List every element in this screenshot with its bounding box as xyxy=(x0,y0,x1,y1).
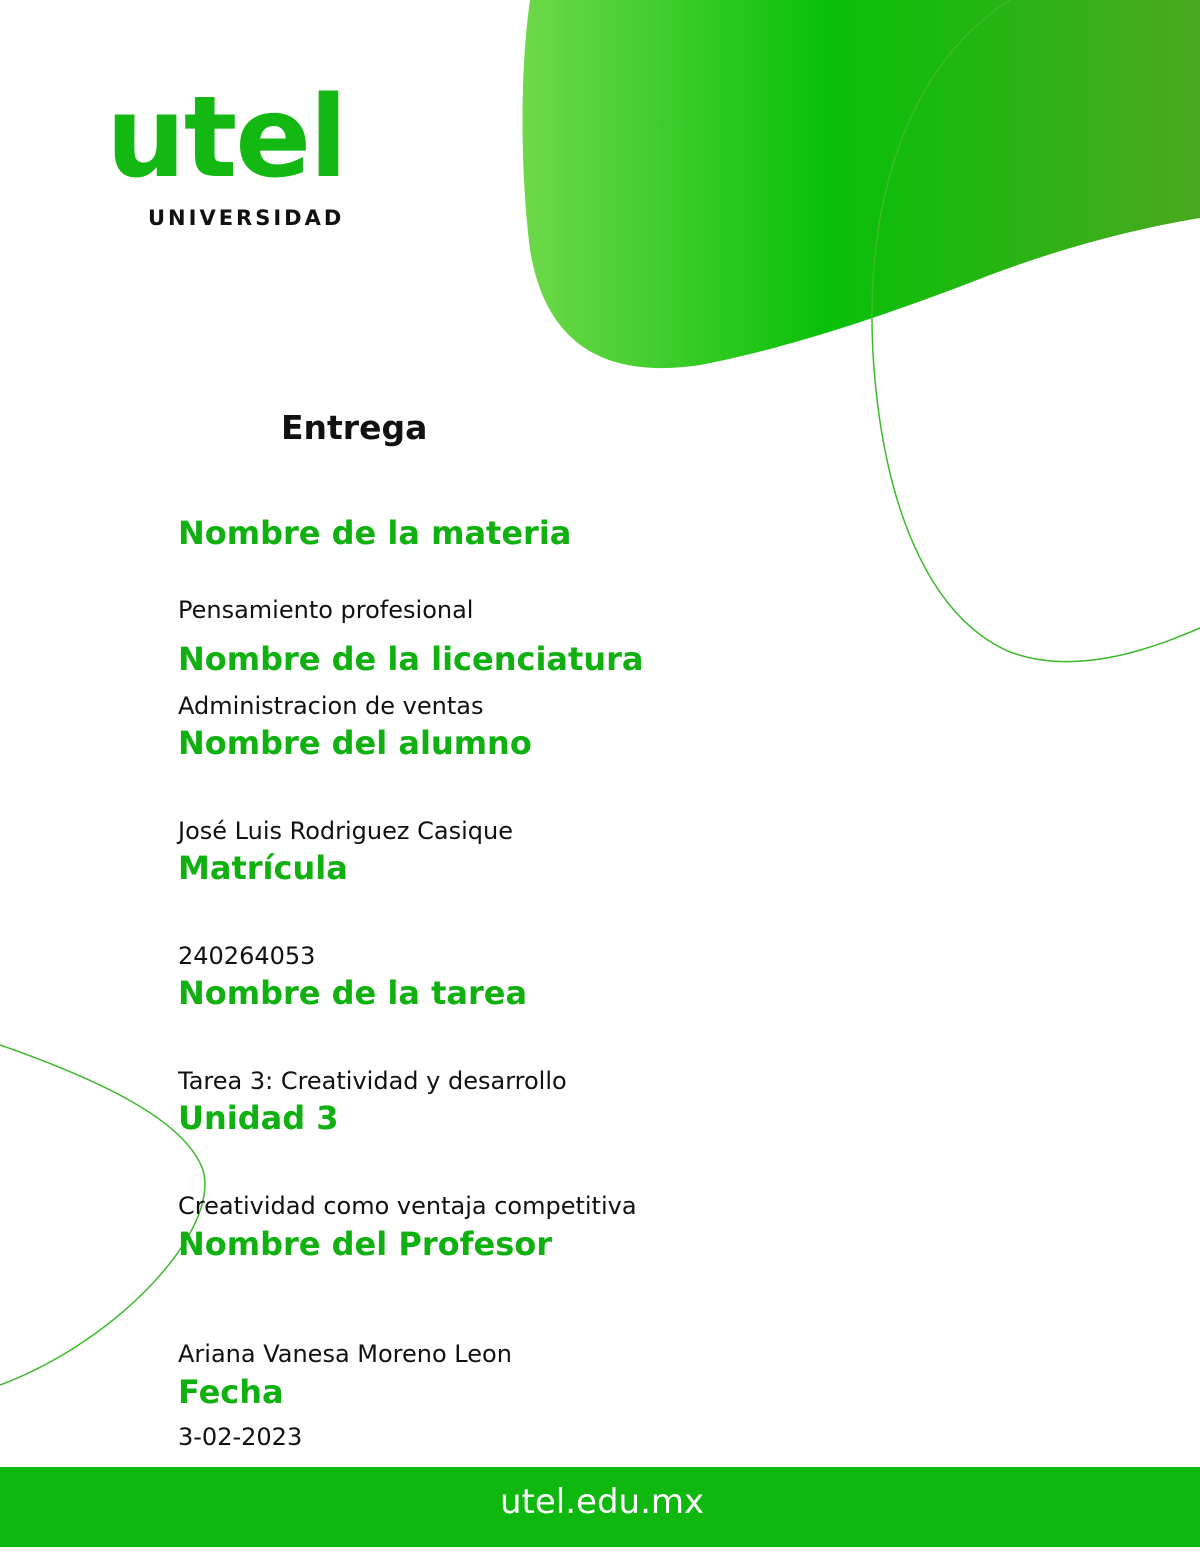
field-label-matricula: Matrícula xyxy=(178,849,348,887)
field-value-alumno: José Luis Rodriguez Casique xyxy=(178,817,513,845)
field-label-unidad: Unidad 3 xyxy=(178,1099,339,1137)
field-value-fecha: 3-02-2023 xyxy=(178,1423,303,1451)
field-label-fecha: Fecha xyxy=(178,1373,284,1411)
field-label-materia: Nombre de la materia xyxy=(178,514,572,552)
field-value-tarea: Tarea 3: Creatividad y desarrollo xyxy=(178,1067,567,1095)
field-label-profesor: Nombre del Profesor xyxy=(178,1225,553,1263)
field-value-unidad: Creatividad como ventaja competitiva xyxy=(178,1192,637,1220)
thin-curve-left xyxy=(0,1045,205,1385)
footer-url: utel.edu.mx xyxy=(500,1482,705,1522)
document-title: Entrega xyxy=(281,408,428,447)
field-label-alumno: Nombre del alumno xyxy=(178,724,532,762)
logo-wordmark: utel xyxy=(106,73,346,203)
field-value-profesor: Ariana Vanesa Moreno Leon xyxy=(178,1340,512,1368)
field-value-matricula: 240264053 xyxy=(178,942,316,970)
field-value-licenciatura: Administracion de ventas xyxy=(178,692,484,720)
field-value-materia: Pensamiento profesional xyxy=(178,596,474,624)
field-label-licenciatura: Nombre de la licenciatura xyxy=(178,640,644,678)
green-blob-shape xyxy=(523,0,1200,368)
footer-bar xyxy=(0,1467,1200,1547)
field-label-tarea: Nombre de la tarea xyxy=(178,974,528,1012)
logo-subtitle: UNIVERSIDAD xyxy=(148,206,345,230)
